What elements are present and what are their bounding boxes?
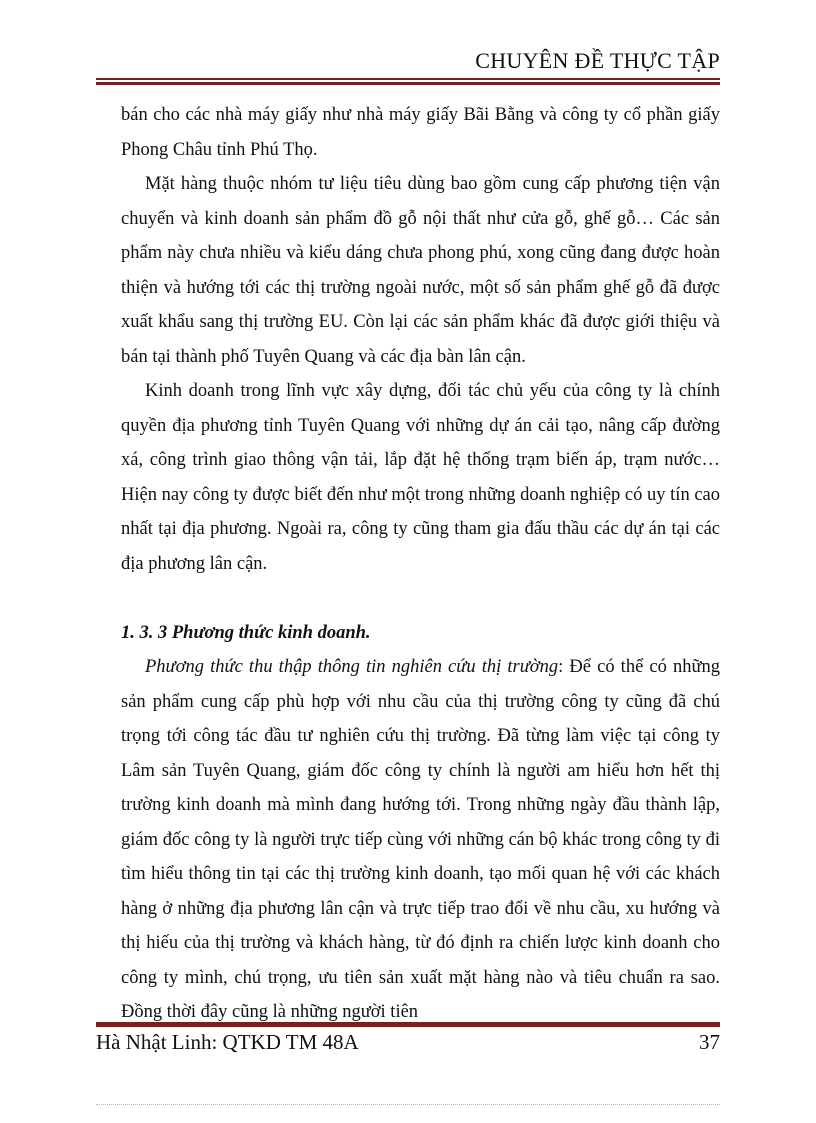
paragraph-3: Kinh doanh trong lĩnh vực xây dựng, đối tác chủ yếu của công ty là chính quyền địa phương tỉnh Tuyên Quang với những dự án cải tạo, nâng cấp đường xá, công trình giao thông vận tải, lắp đặt hệ thống trạm biến áp, trạm nước… Hiện nay công ty được biết đến như một trong những doanh nghiệp có uy tín cao nhất tại địa phương. Ngoài ra, công ty cũng tham gia đấu thầu các dự án tại các địa phương lân cận.	[121, 381, 720, 574]
footer-page-number: 37	[699, 1030, 720, 1054]
section-heading	[121, 616, 720, 651]
paragraph-2: Mặt hàng thuộc nhóm tư liệu tiêu dùng bao gồm cung cấp phương tiện vận chuyển và kinh doanh sản phẩm đồ gỗ nội thất như cửa gỗ, ghế gỗ… Các sản phẩm này chưa nhiều và kiểu dáng chưa phong phú, xong cũng đang được hoàn thiện và hướng tới các thị trường ngoài nước, một số sản phẩm ghế gỗ đã được xuất khẩu sang thị trường EU. Còn lại các sản phẩm khác đã được giới thiệu và bán tại thành phố Tuyên Quang và các địa bàn lân cận.	[121, 174, 720, 367]
header-rule	[96, 78, 720, 85]
footer-author: Hà Nhật Linh: QTKD TM 48A	[96, 1030, 359, 1054]
paragraph-1: bán cho các nhà máy giấy như nhà máy giấy Bãi Bằng và công ty cổ phần giấy Phong Châu tỉnh Phú Thọ.	[121, 105, 720, 160]
paragraph-4-text: : Để có thể có những sản phẩm cung cấp phù hợp với nhu cầu của thị trường công ty cũng đã chú trọng tới công tác đầu tư nghiên cứu thị trường. Đã từng làm việc tại công ty Lâm sản Tuyên Quang, giám đốc công ty chính là người am hiểu hơn hết thị trường kinh doanh mà mình đang hướng tới. Trong những ngày đầu thành lập, giám đốc công ty là người trực tiếp cùng với những cán bộ khác trong công ty đi tìm hiểu thông tin tại các thị trường kinh doanh, tạo mối quan hệ với các khách hàng ở những địa phương lân cận và trực tiếp trao đổi về nhu cầu, xu hướng và thị hiếu của thị trường và khách hàng, từ đó định ra chiến lược kinh doanh cho công ty mình, chú trọng, ưu tiên sản xuất mặt hàng nào và tiêu chuẩn ra sao. Đồng thời đây cũng là những người tiên	[121, 657, 721, 1022]
paragraph-4	[121, 650, 720, 1030]
paragraph-spacer	[121, 581, 720, 616]
paragraph-4-lead-in: Phương thức thu thập thông tin nghiên cứu thị trường	[145, 657, 559, 677]
footer-rule	[96, 1020, 720, 1027]
page-header-title: CHUYÊN ĐỀ THỰC TẬP	[475, 48, 720, 73]
page-bottom-divider	[96, 1104, 720, 1105]
page-content	[121, 98, 720, 1030]
section-heading-text: 1. 3. 3 Phương thức kinh doanh.	[121, 622, 371, 643]
